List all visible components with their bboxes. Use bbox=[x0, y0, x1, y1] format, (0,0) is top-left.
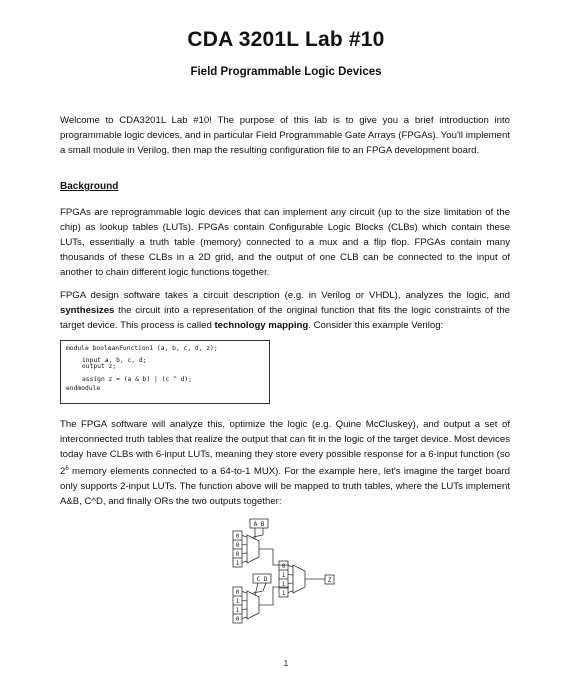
mux-and bbox=[247, 535, 259, 563]
lut-and-bit: 0 bbox=[235, 542, 240, 549]
lut-or-bit: 0 bbox=[281, 563, 286, 570]
lut-xor-bit: 1 bbox=[235, 607, 240, 614]
lut-xor-bit: 0 bbox=[235, 589, 240, 596]
p3-superscript: 6 bbox=[65, 466, 69, 472]
lut-xor-bit: 0 bbox=[235, 616, 240, 623]
p3-text-2: memory elements connected to a 64-to-1 MUX). For the example here, let's imagine the target board only supports 2-input LUTs. The function above will be mapped to truth tables, where the LUTs implement A&B, C^D, and finally ORs the two outputs together: bbox=[60, 466, 510, 508]
background-heading: Background bbox=[60, 181, 119, 192]
page-number: 1 bbox=[283, 659, 289, 668]
code-line: assign z = (a & b) | (c ^ d); bbox=[82, 375, 192, 383]
code-line: module booleanFunction1 (a, b, c, d, z); bbox=[66, 345, 218, 352]
input-cd-label: C D bbox=[256, 576, 268, 583]
paragraph-3 bbox=[60, 417, 510, 509]
code-line: endmodule bbox=[66, 385, 101, 392]
page-subtitle: Field Programmable Logic Devices bbox=[190, 66, 382, 78]
lut-or-bit: 1 bbox=[281, 581, 286, 588]
lut-and-bit: 0 bbox=[235, 551, 240, 558]
lut-and-bit: 1 bbox=[235, 560, 240, 567]
mux-xor bbox=[247, 591, 259, 619]
input-ab-label: A B bbox=[253, 521, 265, 528]
output-z-label: Z bbox=[327, 577, 332, 584]
background-paragraph-2 bbox=[60, 288, 510, 333]
verilog-code-block bbox=[60, 340, 270, 404]
code-line: output z; bbox=[82, 363, 117, 370]
lut-mapping-diagram bbox=[205, 517, 355, 632]
lut-and-bit: 0 bbox=[235, 533, 240, 540]
intro-paragraph: Welcome to CDA3201L Lab #10! The purpose of this lab is to give you a brief introduction into programmable logic devices, and in particular Field Programmable Gate Arrays (FPGAs). You'll implement a small module in Verilog, then map the resulting configuration file to an FPGA development board. bbox=[60, 115, 510, 156]
page-title: CDA 3201L Lab #10 bbox=[187, 28, 385, 51]
bg2-text-1: FPGA design software takes a circuit description (e.g. in Verilog or VHDL), analyzes the logic, and bbox=[60, 290, 510, 301]
background-paragraph-1: FPGAs are reprogrammable logic devices that can implement any circuit (up to the size limitation of the chip) as lookup tables (LUTs). FPGAs contain Configurable Logic Blocks (CLBs) which contain these LUTs, essentially a truth table (memory) connected to a mux and a flip flop. FPGAs contain many thousands of these CLBs in a 2D grid, and the output of one CLB can be connected to the input of another to chain different logic functions together. bbox=[60, 207, 510, 278]
bg2-text-3: . Consider this example Verilog: bbox=[308, 320, 444, 331]
bg2-bold-synthesizes: synthesizes bbox=[60, 305, 115, 316]
lut-xor-bit: 1 bbox=[235, 598, 240, 605]
bg2-bold-technology-mapping: technology mapping bbox=[214, 320, 309, 331]
p3-text-1: The FPGA software will analyze this, optimize the logic (e.g. Quine McCluskey), and output a set of interconnected truth tables that realize the output that can fit in the logic of the target device. Most devices today have CLBs with 6-input LUTs, meaning they store every possible response for a 6-input function (so 2 bbox=[60, 419, 510, 478]
bg2-text-2: the circuit into a representation of the original function that fits the logic constraints of the target device. This process is called bbox=[60, 305, 510, 331]
lut-or-bit: 1 bbox=[281, 590, 286, 597]
mux-or bbox=[293, 565, 305, 593]
code-line: input a, b, c, d; bbox=[82, 356, 147, 364]
lut-or-bit: 1 bbox=[281, 572, 286, 579]
